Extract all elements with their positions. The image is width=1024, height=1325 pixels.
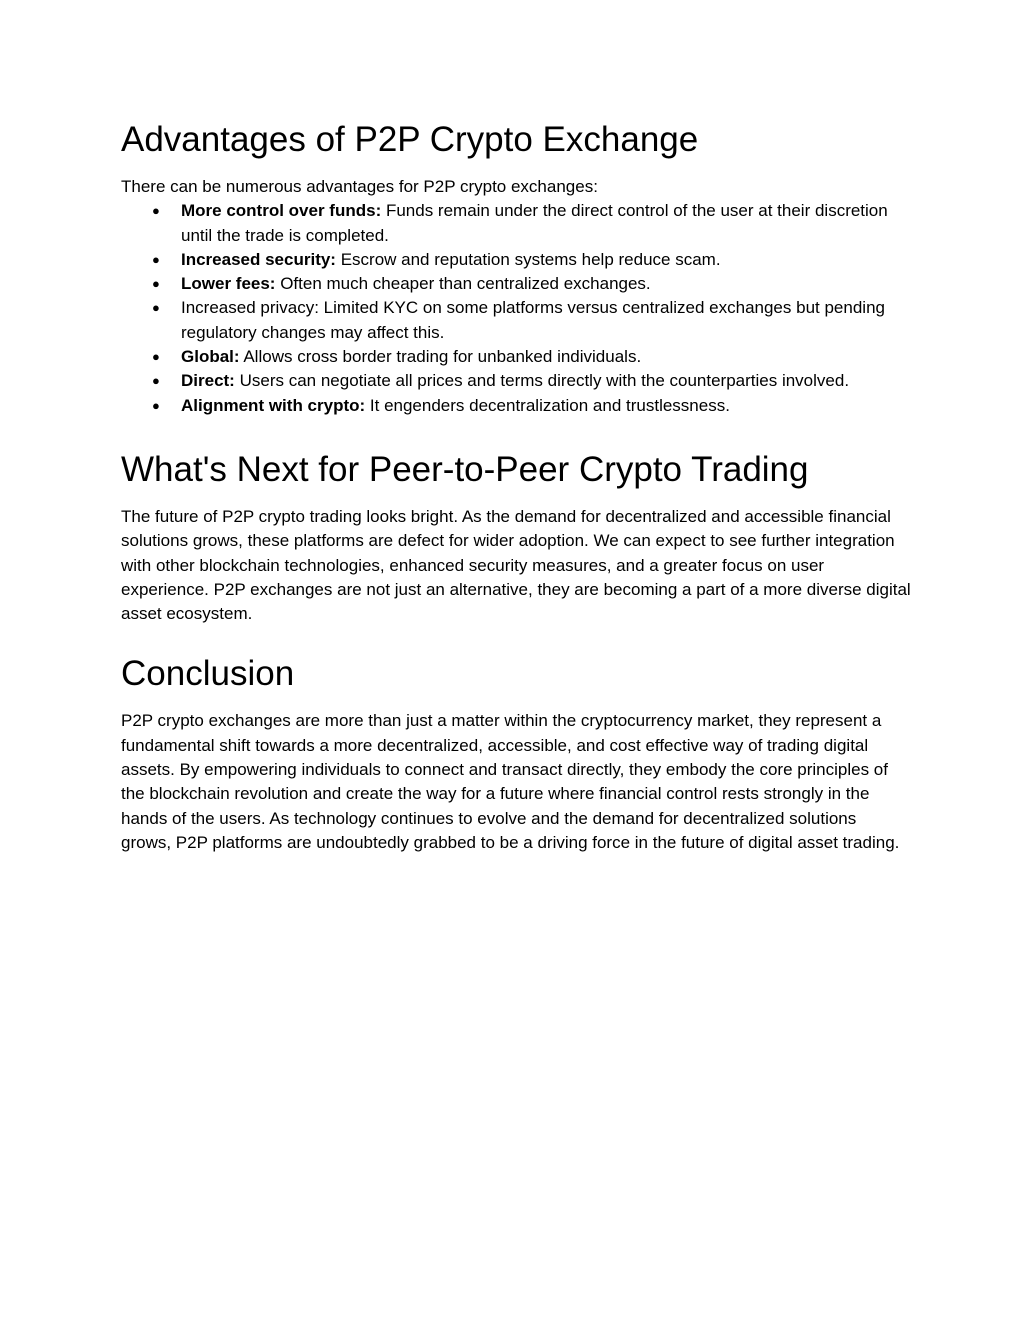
list-item-bold: Lower fees:: [181, 274, 276, 294]
list-item: [121, 345, 911, 369]
bullet-icon: ●: [152, 300, 160, 316]
conclusion-heading: Conclusion: [121, 654, 295, 694]
list-item-bold: Alignment with crypto:: [181, 395, 366, 415]
bullet-icon: ●: [152, 349, 160, 365]
list-item-text: Increased privacy: Limited KYC on some platforms versus centralized exchanges but pending regulatory changes may affect this.: [181, 298, 885, 342]
bullet-icon: ●: [152, 251, 160, 267]
advantages-list: [121, 199, 911, 418]
whats-next-body: The future of P2P crypto trading looks bright. As the demand for decentralized and accessible financial solutions grows, these platforms are defect for wider adoption. We can expect to see further integration with other blockchain technologies, enhanced security measures, and a greater focus on user experience. P2P exchanges are not just an alternative, they are becoming a part of a more diverse digital asset ecosystem.: [121, 506, 911, 624]
list-item-bold: Direct:: [181, 371, 235, 391]
conclusion-body: P2P crypto exchanges are more than just a matter within the cryptocurrency market, they represent a fundamental shift towards a more decentralized, accessible, and cost effective way of trading digital assets. By empowering individuals to connect and transact directly, they embody the core principles of the blockchain revolution and create the way for a future where financial control rests strongly in the hands of the users. As technology continues to evolve and the demand for decentralized solutions grows, P2P platforms are undoubtedly grabbed to be a driving force in the future of digital asset trading.: [121, 711, 900, 852]
list-item-bold: More control over funds:: [181, 201, 382, 221]
list-item: [121, 394, 911, 418]
bullet-icon: ●: [152, 397, 160, 413]
advantages-intro: There can be numerous advantages for P2P crypto exchanges:: [121, 177, 598, 196]
bullet-icon: ●: [152, 276, 160, 292]
whats-next-heading: What's Next for Peer-to-Peer Crypto Trading: [121, 449, 809, 489]
list-item: [121, 248, 911, 272]
list-item: [121, 369, 911, 393]
bullet-icon: ●: [152, 373, 160, 389]
list-item-text: Allows cross border trading for unbanked individuals.: [239, 347, 642, 367]
whats-next-section: [121, 448, 911, 626]
list-item: [121, 199, 911, 248]
conclusion-section: [121, 652, 911, 855]
list-item-text: Funds remain under the direct control of the user at their discretion until the trade is completed.: [181, 201, 888, 245]
list-item-bold: Increased security:: [181, 249, 336, 269]
list-item-text: Escrow and reputation systems help reduce scam.: [335, 249, 721, 269]
document-page: [121, 118, 911, 855]
bullet-icon: ●: [152, 203, 160, 219]
list-item-text: It engenders decentralization and trustlessness.: [365, 395, 730, 415]
advantages-section: [121, 118, 911, 418]
list-item: [121, 272, 911, 296]
list-item-text: Often much cheaper than centralized exchanges.: [275, 274, 651, 294]
list-item-text: Users can negotiate all prices and terms directly with the counterparties involved.: [234, 371, 850, 391]
list-item-bold: Global:: [181, 347, 240, 367]
list-item: [121, 296, 911, 345]
advantages-heading: Advantages of P2P Crypto Exchange: [121, 120, 699, 159]
